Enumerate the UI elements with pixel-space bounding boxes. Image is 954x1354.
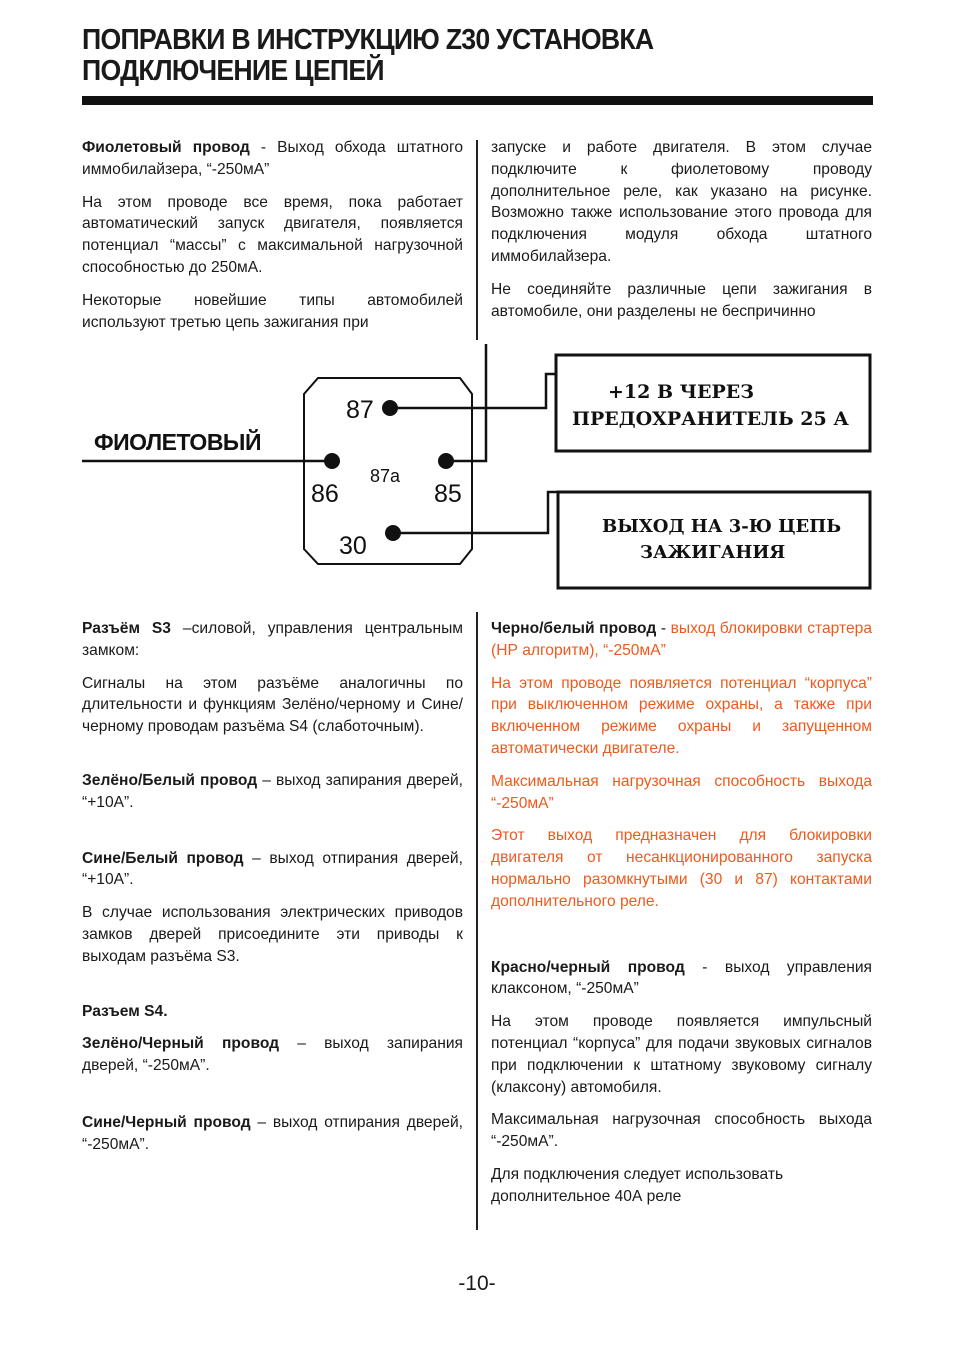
blue-black-wire-label: Сине/Черный провод: [82, 1113, 251, 1131]
violet-wire-label: Фиолетовый провод: [82, 139, 250, 156]
wire-30-to-box2: [393, 492, 558, 533]
red-black-paragraph-4: Для подключения следует использовать дополнительное 40А реле: [491, 1165, 784, 1205]
relay-diagram: [0, 0, 954, 620]
black-white-wire-desc: выход блокировки стартера (НР алгоритм), “-250мА”: [491, 620, 872, 659]
page-number: -10-: [458, 1272, 496, 1295]
blue-white-wire-desc: – выход отпирания дверей, “+10А”.: [82, 849, 463, 889]
s3-signals-paragraph: Сигналы на этом разъёме аналогичны по длительности и функциям Зелёно/черному и Сине/черному проводам разъёма S4 (слаботочным).: [82, 674, 463, 736]
power-box: [556, 355, 870, 451]
black-white-dash: -: [656, 620, 671, 637]
red-black-wire-label: Красно/черный провод: [491, 958, 685, 976]
black-white-paragraph-4: Этот выход предназначен для блокировки двигателя от несанкционированного запуска нормально разомкнутыми (30 и 87) контактами дополнительного реле.: [491, 827, 872, 910]
red-black-paragraph-3: Максимальная нагрузочная способность выхода “-250мА”.: [491, 1111, 872, 1151]
green-black-wire-desc: – выход запирания дверей, “-250мА”.: [82, 1035, 463, 1075]
column-divider-bottom: [476, 612, 478, 1230]
blue-white-wire-label: Сине/Белый провод: [82, 849, 244, 867]
wire-85-ground: [446, 344, 486, 461]
ignition-box-line-2: ЗАЖИГАНИЯ: [640, 542, 786, 563]
blue-black-wire-desc: – выход отпирания дверей, “-250мА”.: [82, 1113, 463, 1153]
pin-30-label: 30: [339, 532, 367, 560]
violet-wire-paragraph-3: Некоторые новейшие типы автомобилей используют третью цепь зажигания при: [82, 291, 463, 331]
bottom-left-column: [82, 618, 463, 1167]
pin-87a-label: 87a: [370, 466, 401, 486]
bottom-right-column: [491, 618, 872, 1219]
title-line-2: ПОДКЛЮЧЕНИЕ ЦЕПЕЙ: [82, 55, 384, 87]
title-line-1: ПОПРАВКИ В ИНСТРУКЦИЮ Z30 УСТАНОВКА: [82, 24, 654, 56]
s3-desc: –силовой, управления центральным замком:: [82, 620, 463, 659]
pin-86-label: 86: [311, 480, 339, 508]
violet-wire-text: ФИОЛЕТОВЫЙ: [94, 429, 261, 455]
ignition-paragraph-2: Не соединяйте различные цепи зажигания в автомобиле, они разделены не беспричинно: [491, 280, 872, 320]
power-box-line-2: ПРЕДОХРАНИТЕЛЬ 25 А: [572, 408, 849, 430]
red-black-wire-desc: - выход управления клаксоном, “-250мА”: [491, 958, 872, 998]
ignition-box-line-1: ВЫХОД НА 3-Ю ЦЕПЬ: [602, 516, 842, 537]
s3-label: Разъём S3: [82, 620, 171, 637]
red-black-paragraph-2: На этом проводе появляется импульсный потенциал “корпуса” для подачи звуковых сигналов при подключении к штатному звуковому сигналу (клаксону) автомобиля.: [491, 1013, 872, 1096]
black-white-paragraph-3: Максимальная нагрузочная способность выхода “-250мА”: [491, 772, 872, 812]
violet-wire-desc: - Выход обхода штатного иммобилайзера, “-250мА”: [82, 139, 464, 178]
green-white-wire-label: Зелёно/Белый провод: [82, 771, 258, 789]
pin-87-label: 87: [346, 396, 374, 424]
s4-heading: Разъем S4.: [82, 1002, 168, 1020]
green-white-wire-desc: – выход запирания дверей, “+10А”.: [82, 771, 464, 811]
ignition-box: [558, 492, 870, 588]
pin-86-contact: [324, 453, 340, 469]
ignition-paragraph-1: запуске и работе двигателя. В этом случае подключите к фиолетовому проводу дополнительное реле, как указано на рисунке. Возможно также использование этого провода для подключения модуля обхода штатного иммобилайзера.: [491, 139, 872, 265]
violet-wire-paragraph-2: На этом проводе все время, пока работает автоматический запуск двигателя, появляется потенциал “массы” с максимальной нагрузочной способностью до 250мА.: [82, 193, 463, 276]
electric-drives-paragraph: В случае использования электрических приводов замков дверей присоедините эти приводы к выходам разъёма S3.: [82, 904, 463, 965]
black-white-paragraph-2: На этом проводе появляется потенциал “корпуса” при выключенном режиме охраны, а также при включенном режиме охраны и запущенном автоматически двигателе.: [491, 674, 872, 757]
pin-85-label: 85: [434, 480, 462, 508]
black-white-wire-label: Черно/белый провод: [491, 620, 657, 637]
power-box-line-1: +12 В ЧЕРЕЗ: [608, 381, 754, 403]
green-black-wire-label: Зелёно/Черный провод: [82, 1035, 280, 1053]
